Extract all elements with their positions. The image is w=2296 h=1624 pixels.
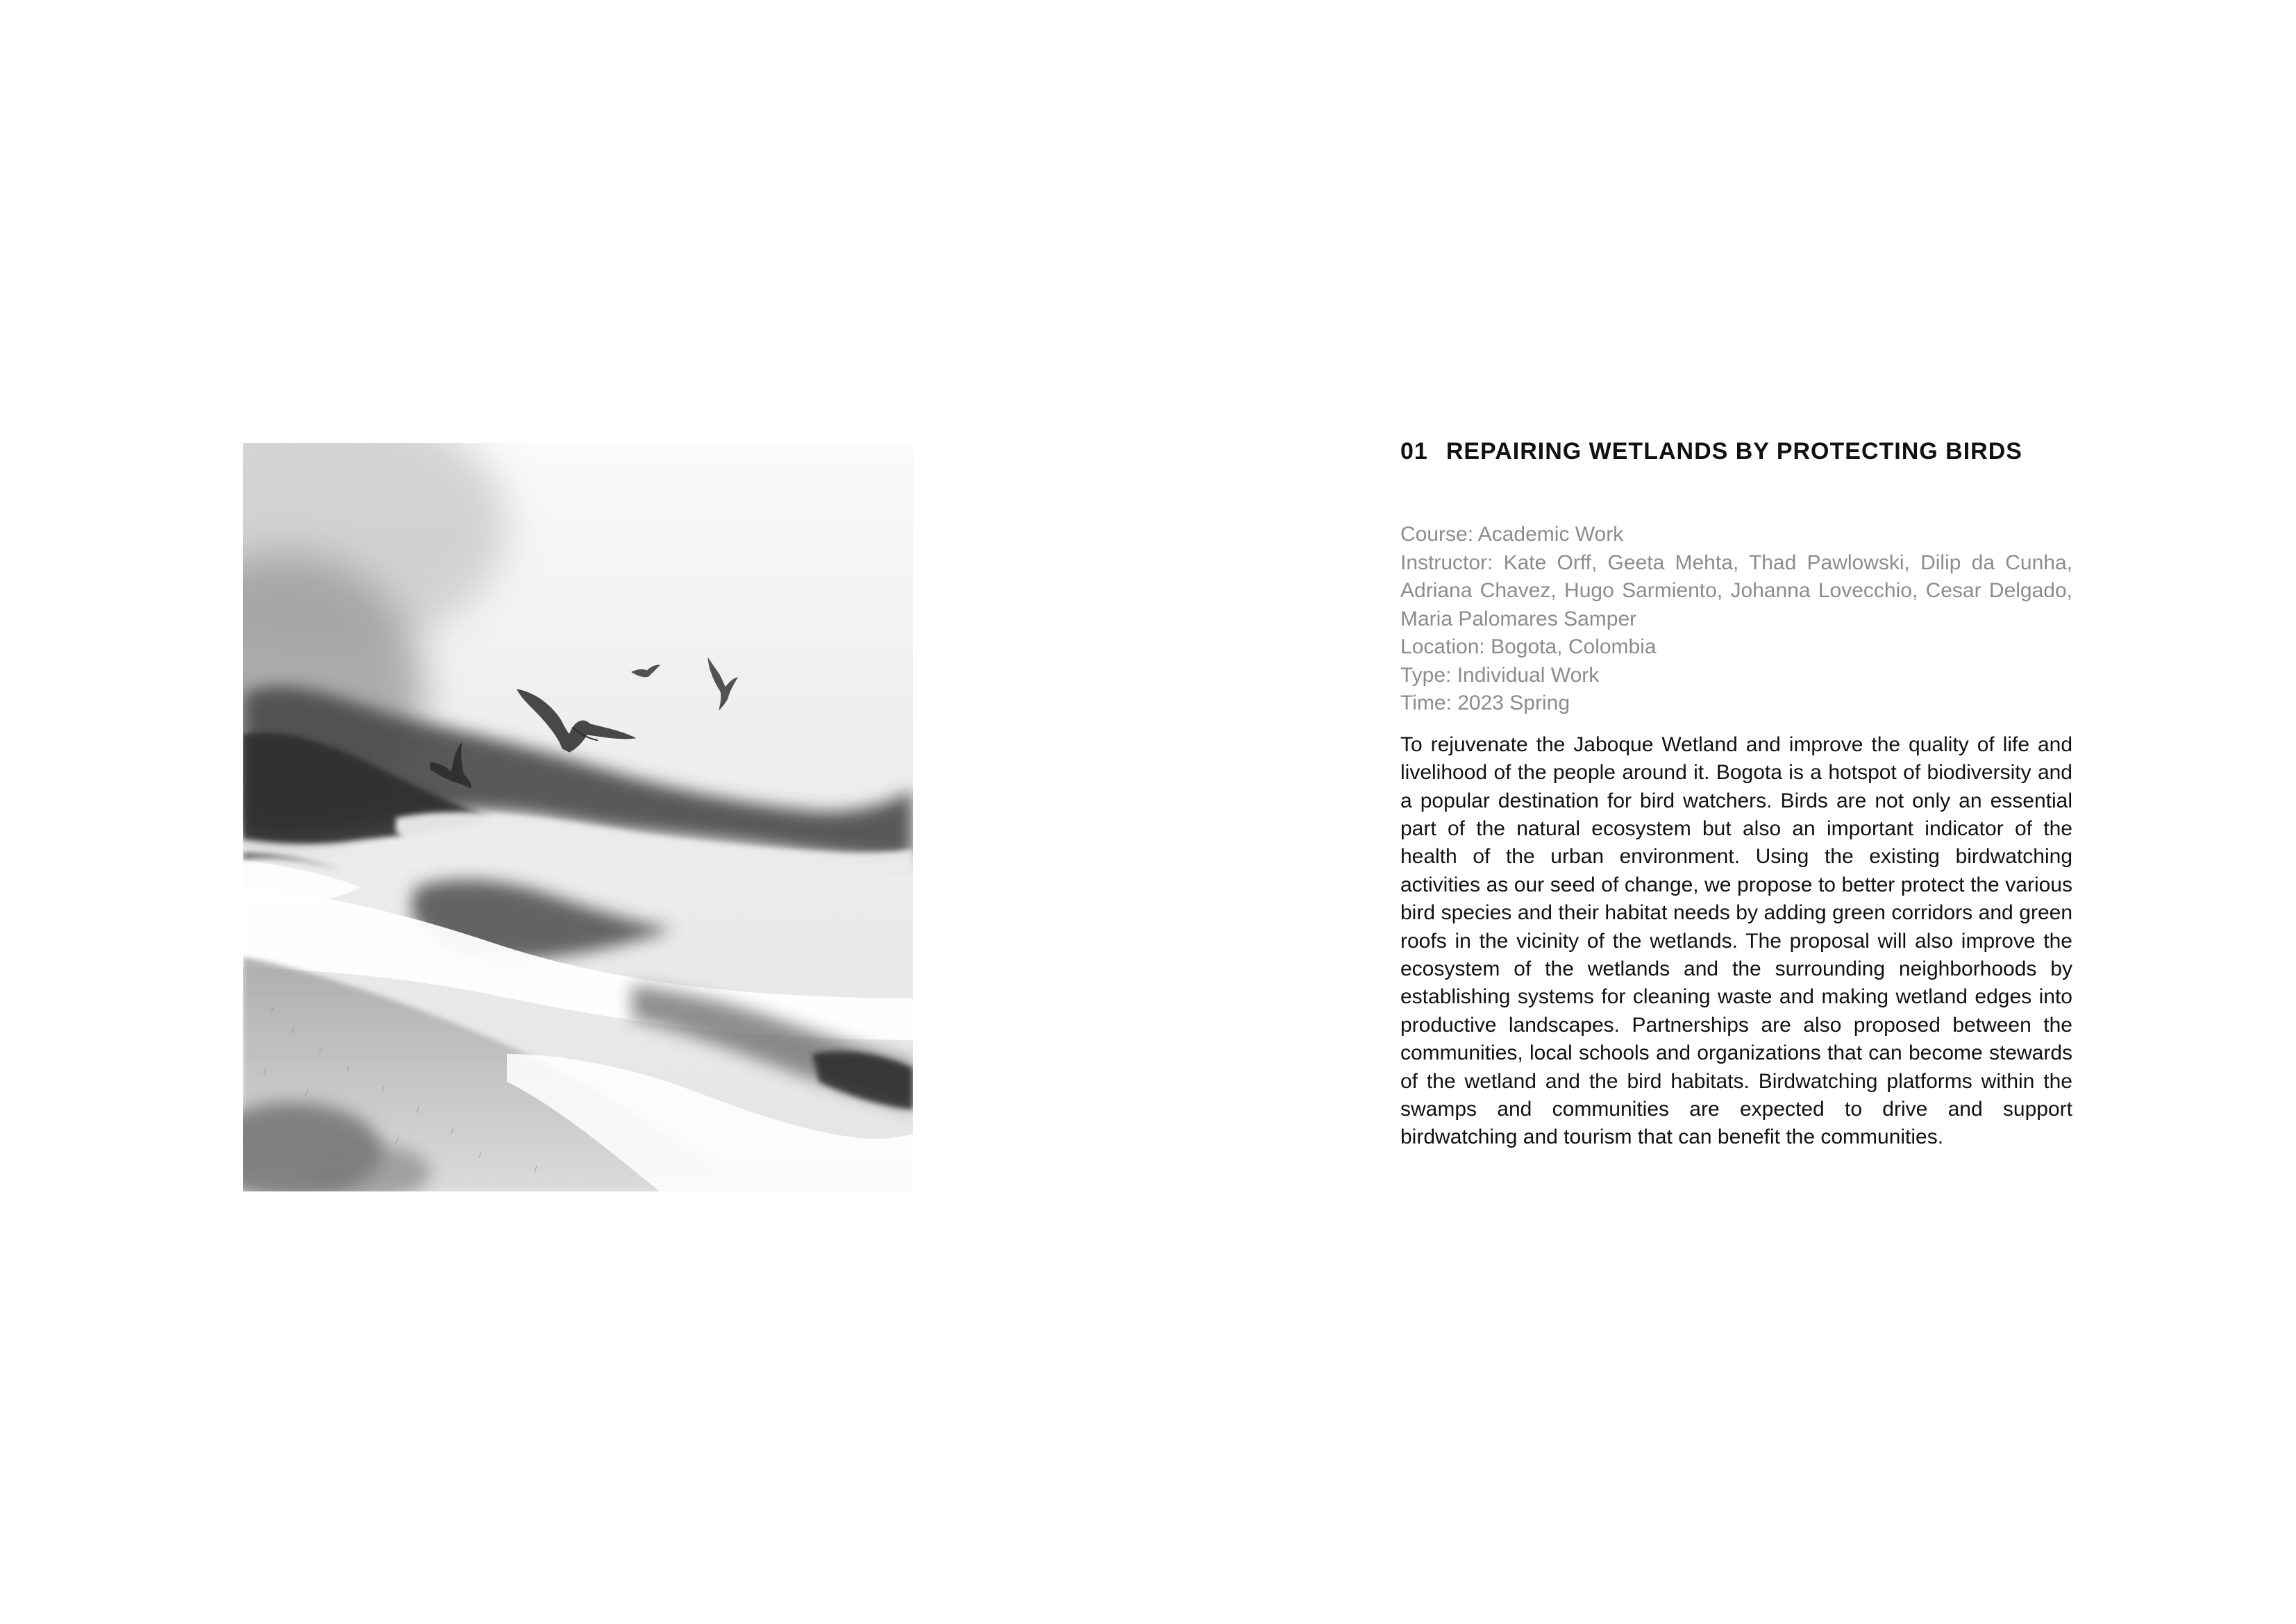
meta-type: Type: Individual Work	[1400, 663, 1600, 687]
project-text-column	[1400, 436, 2072, 1173]
wetland-ink-illustration	[243, 443, 913, 1191]
project-title	[1400, 436, 2072, 467]
project-title-text: REPAIRING WETLANDS BY PROTECTING BIRDS	[1446, 438, 2022, 464]
meta-time: Time: 2023 Spring	[1400, 692, 1570, 715]
project-meta	[1400, 521, 2072, 718]
meta-course: Course: Academic Work	[1400, 523, 1624, 546]
meta-location: Location: Bogota, Colombia	[1400, 635, 1657, 659]
project-number: 01	[1400, 438, 1428, 464]
project-description: To rejuvenate the Jaboque Wetland and improve the quality of life and livelihood of the people around it. Bogota is a hotspot of biodiversity and a popular destination for bird watchers. Birds are not only an essential part of the natural ecosystem but also an important indicator of the health of the urban environment. Using the existing birdwatching activities as our seed of change, we propose to better protect the various bird species and their habitat needs by adding green corridors and green roofs in the vicinity of the wetlands. The proposal will also improve the ecosystem of the wetlands and the surrounding neighborhoods by establishing systems for cleaning waste and making wetland edges into productive landscapes. Partnerships are also proposed between the communities, local schools and organizations that can become stewards of the wetland and the bird habitats. Birdwatching platforms within the swamps and communities are expected to drive and support birdwatching and tourism that can benefit the communities.	[1400, 733, 2072, 1149]
meta-instructor: Instructor: Kate Orff, Geeta Mehta, Thad Pawlowski, Dilip da Cunha, Adriana Chavez, Hugo Sarmiento, Johanna Lovecchio, Cesar Delgado, Maria Palomares Samper	[1400, 551, 2072, 630]
